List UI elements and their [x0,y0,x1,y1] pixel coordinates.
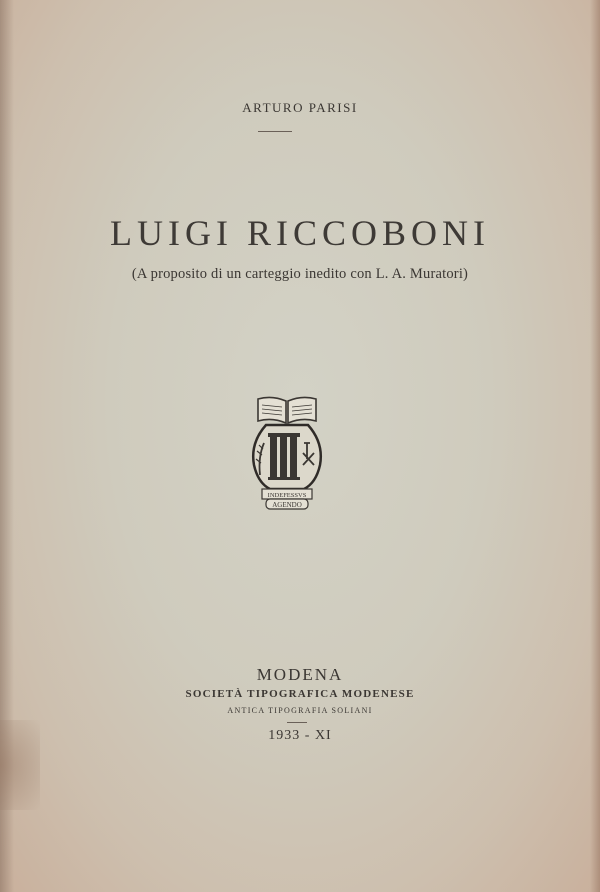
book-title: LUIGI RICCOBONI [110,213,490,253]
emblem-motto-top: INDEFESSVS [267,492,307,499]
printer-emblem-icon [244,393,330,513]
emblem-motto-bottom: AGENDO [272,501,302,509]
author-divider [258,131,292,132]
publication-place: MODENA [256,665,344,684]
cover-right-edge [590,0,600,892]
author-name: ARTURO PARISI [242,100,358,115]
open-book-icon [258,397,316,423]
imprint-divider [287,722,307,723]
book-subtitle: (A proposito di un carteggio inedito con L. A. Muratori) [131,266,469,282]
publication-year: 1933 - XI [268,728,332,743]
publisher-name: SOCIETÀ TIPOGRAFICA MODENESE [185,688,415,700]
printer-name: ANTICA TIPOGRAFIA SOLIANI [227,706,373,715]
